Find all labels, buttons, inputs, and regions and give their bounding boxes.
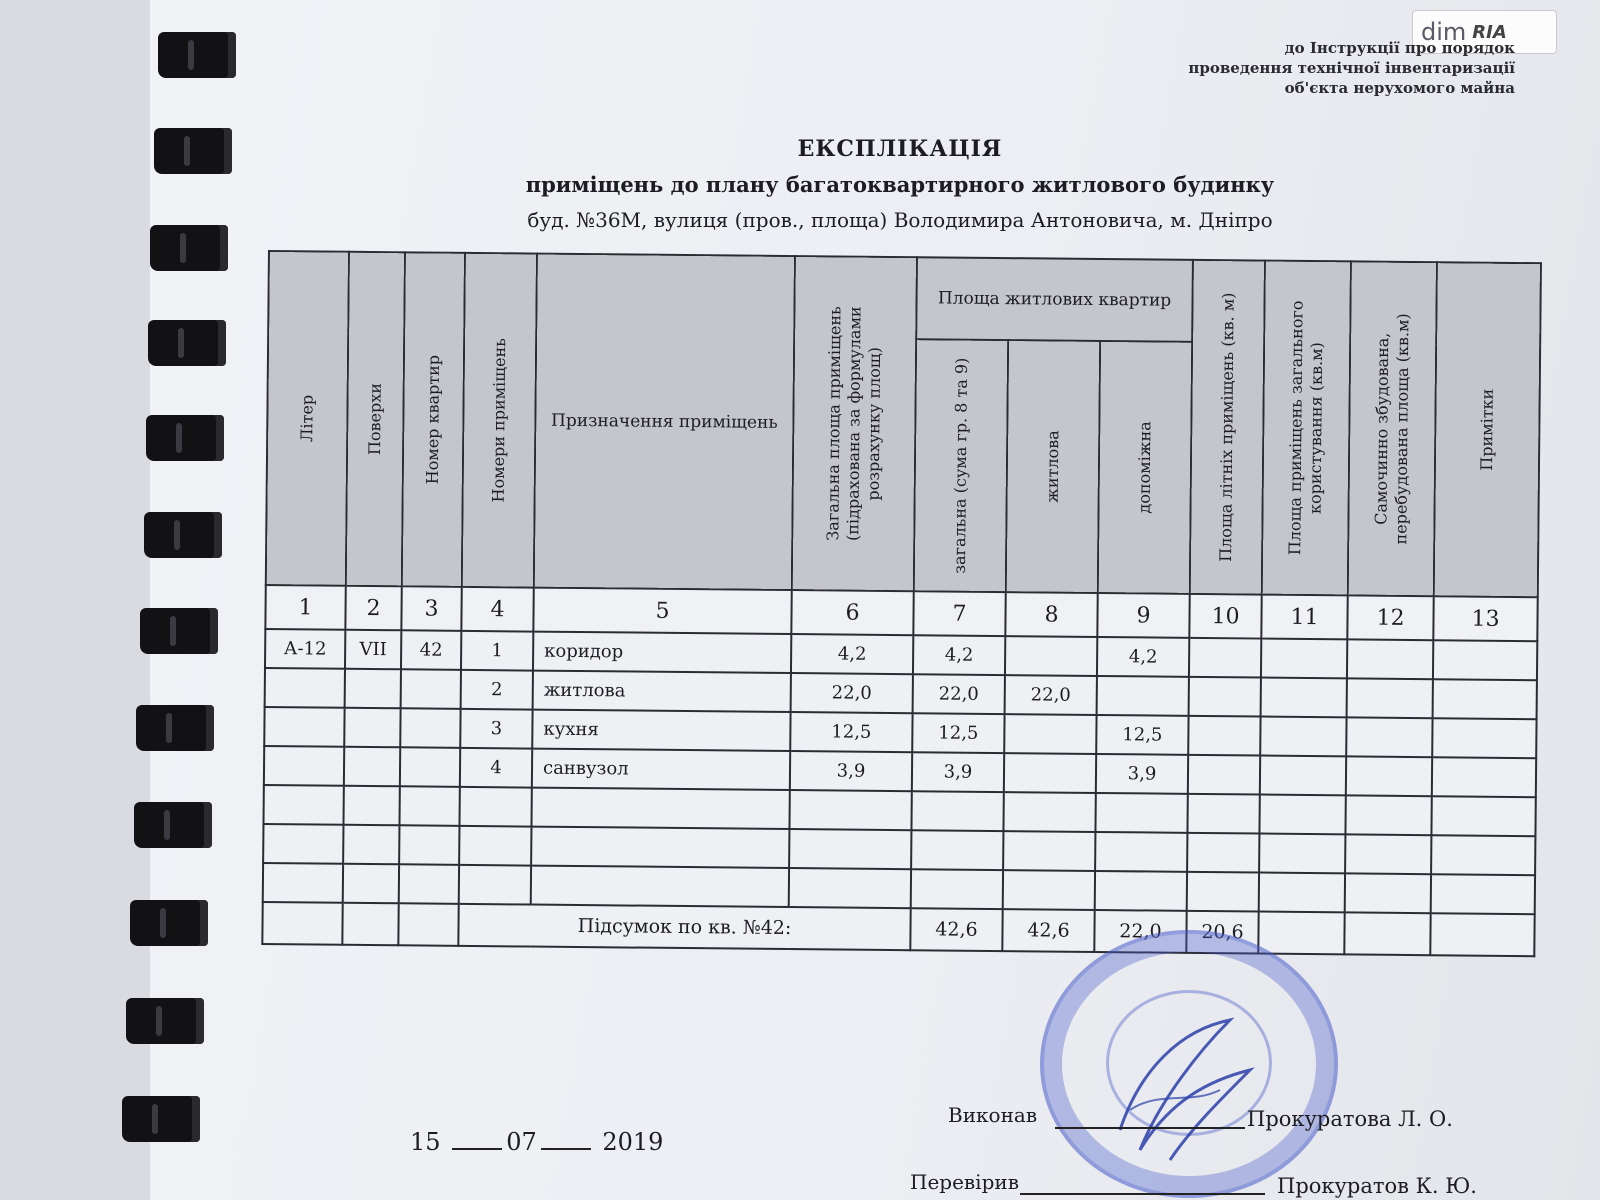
cell-room: 4 xyxy=(460,748,532,788)
cell-living xyxy=(1004,753,1096,793)
date-separator xyxy=(452,1148,502,1150)
cell-liter xyxy=(264,707,344,747)
binding-ring xyxy=(136,705,214,751)
cell-room: 1 xyxy=(461,631,533,671)
watermark-dim: dim xyxy=(1421,18,1467,46)
cell-auxiliary xyxy=(1097,676,1189,716)
cell-liter xyxy=(264,746,344,786)
binding-ring xyxy=(148,320,226,366)
cell-living-total: 3,9 xyxy=(912,752,1004,792)
column-number: 13 xyxy=(1433,596,1537,641)
column-number: 12 xyxy=(1347,595,1433,640)
cell-living: 22,0 xyxy=(1005,675,1097,715)
cell-empty xyxy=(1346,756,1432,796)
cell-living-total: 4,2 xyxy=(913,635,1005,675)
binding-ring xyxy=(144,512,222,558)
column-number: 5 xyxy=(533,588,791,634)
header-notes: Примітки xyxy=(1434,262,1541,597)
cell-empty xyxy=(1261,639,1347,679)
cell-empty xyxy=(1260,756,1346,796)
cell-apartment: 42 xyxy=(401,630,461,670)
cell-auxiliary: 12,5 xyxy=(1096,715,1188,755)
header-common-area: Площа приміщень загального користування (кв.м) xyxy=(1262,261,1351,596)
header-total-area: Загальна площа приміщень (підрахована за формулами розрахунку площ) xyxy=(792,256,917,591)
cell-auxiliary: 4,2 xyxy=(1097,637,1189,677)
instruction-line: об'єкта нерухомого майна xyxy=(1284,79,1515,97)
document-subtitle: приміщень до плану багатоквартирного житлового будинку xyxy=(525,172,1275,197)
header-living-area-group: Площа житлових квартир xyxy=(916,257,1193,342)
cell-empty xyxy=(1189,677,1261,717)
cell-purpose: кухня xyxy=(532,710,790,751)
binding-ring xyxy=(158,32,236,78)
cell-floor xyxy=(345,669,401,709)
checked-name: Прокуратов К. Ю. xyxy=(1277,1174,1477,1198)
instruction-line: до Інструкції про порядок xyxy=(1284,39,1515,57)
header-auxiliary: допоміжна xyxy=(1098,341,1192,594)
header-floors: Поверхи xyxy=(346,252,405,587)
header-purpose: Призначення приміщень xyxy=(534,254,795,590)
summary-total-area: 42,6 xyxy=(910,908,1002,951)
cell-floor: VII xyxy=(345,630,401,670)
binding-ring xyxy=(126,998,204,1044)
column-number: 8 xyxy=(1005,592,1097,637)
cell-total-area: 3,9 xyxy=(790,751,912,791)
performed-label: Виконав xyxy=(948,1103,1038,1127)
header-liter: Літер xyxy=(266,251,349,586)
explication-table xyxy=(261,250,1542,957)
cell-floor xyxy=(344,708,400,748)
date-day: 15 xyxy=(410,1128,441,1156)
summary-auxiliary: 20,6 xyxy=(1186,911,1258,954)
cell-living xyxy=(1004,714,1096,754)
header-self-built-area: Самочинно збудована, перебудована площа (кв.м) xyxy=(1348,261,1437,596)
performed-signature-line xyxy=(1055,1127,1245,1129)
column-number: 9 xyxy=(1097,593,1189,638)
document-date xyxy=(410,1128,663,1156)
date-separator xyxy=(541,1148,591,1150)
column-number: 3 xyxy=(401,586,461,631)
cell-liter xyxy=(265,668,345,708)
binding-ring xyxy=(122,1096,200,1142)
column-number: 11 xyxy=(1261,595,1347,640)
cell-living-total: 22,0 xyxy=(913,674,1005,714)
cell-empty xyxy=(1432,718,1536,758)
header-living: житлова xyxy=(1006,340,1100,593)
instruction-reference xyxy=(1188,38,1515,98)
header-summer-area: Площа літніх приміщень (кв. м) xyxy=(1190,260,1265,595)
cell-total-area: 12,5 xyxy=(790,712,912,752)
binding-ring xyxy=(140,608,218,654)
signature xyxy=(1100,1010,1270,1170)
cell-empty xyxy=(1346,717,1432,757)
header-room-numbers: Номери приміщень xyxy=(462,253,537,588)
binding-ring xyxy=(130,900,208,946)
binding-ring xyxy=(146,415,224,461)
cell-apartment xyxy=(400,708,460,748)
cell-auxiliary: 3,9 xyxy=(1096,754,1188,794)
date-month: 07 xyxy=(506,1128,537,1156)
cell-empty xyxy=(1188,755,1260,795)
cell-liter: А-12 xyxy=(265,629,345,669)
cell-empty xyxy=(1433,679,1537,719)
column-number: 10 xyxy=(1189,594,1261,639)
cell-empty xyxy=(1260,717,1346,757)
header-living-total: загальна (сума гр. 8 та 9) xyxy=(914,339,1008,592)
cell-floor xyxy=(344,747,400,787)
column-number: 4 xyxy=(461,587,533,632)
header-apartment-number: Номер квартир xyxy=(402,252,465,587)
cell-empty xyxy=(1433,640,1537,680)
cell-purpose: коридор xyxy=(533,632,791,673)
cell-empty xyxy=(1189,638,1261,678)
cell-total-area: 4,2 xyxy=(791,634,913,674)
cell-living-total: 12,5 xyxy=(912,713,1004,753)
binding-ring xyxy=(134,802,212,848)
document-title: ЕКСПЛІКАЦІЯ xyxy=(797,136,1003,162)
cell-room: 3 xyxy=(460,709,532,749)
summary-living-total: 42,6 xyxy=(1002,909,1094,952)
instruction-line: проведення технічної інвентаризації xyxy=(1188,59,1515,77)
performed-name: Прокуратова Л. О. xyxy=(1247,1107,1453,1131)
cell-apartment xyxy=(401,669,461,709)
cell-living xyxy=(1005,636,1097,676)
column-number: 7 xyxy=(913,591,1005,636)
column-number: 1 xyxy=(265,585,345,630)
column-number: 6 xyxy=(791,590,913,635)
binding-ring xyxy=(150,225,228,271)
summary-living: 22,0 xyxy=(1094,910,1186,953)
cell-empty xyxy=(1261,678,1347,718)
cell-purpose: санвузол xyxy=(532,749,790,790)
cell-empty xyxy=(1432,757,1536,797)
cell-room: 2 xyxy=(461,670,533,710)
watermark-ria: RIA xyxy=(1472,21,1507,43)
column-number: 2 xyxy=(345,586,401,631)
cell-total-area: 22,0 xyxy=(791,673,913,713)
binding-ring xyxy=(154,128,232,174)
cell-empty xyxy=(1188,716,1260,756)
checked-signature-line xyxy=(1020,1193,1265,1195)
cell-apartment xyxy=(400,747,460,787)
cell-empty xyxy=(1347,678,1433,718)
document-address: буд. №36М, вулиця (пров., площа) Володимира Антоновича, м. Дніпро xyxy=(527,208,1273,232)
summary-label: Підсумок по кв. №42: xyxy=(458,904,910,950)
spiral-binding xyxy=(120,20,230,1200)
cell-empty xyxy=(1347,639,1433,679)
date-year: 2019 xyxy=(602,1128,664,1156)
checked-label: Перевірив xyxy=(910,1170,1019,1194)
cell-purpose: житлова xyxy=(533,671,791,712)
